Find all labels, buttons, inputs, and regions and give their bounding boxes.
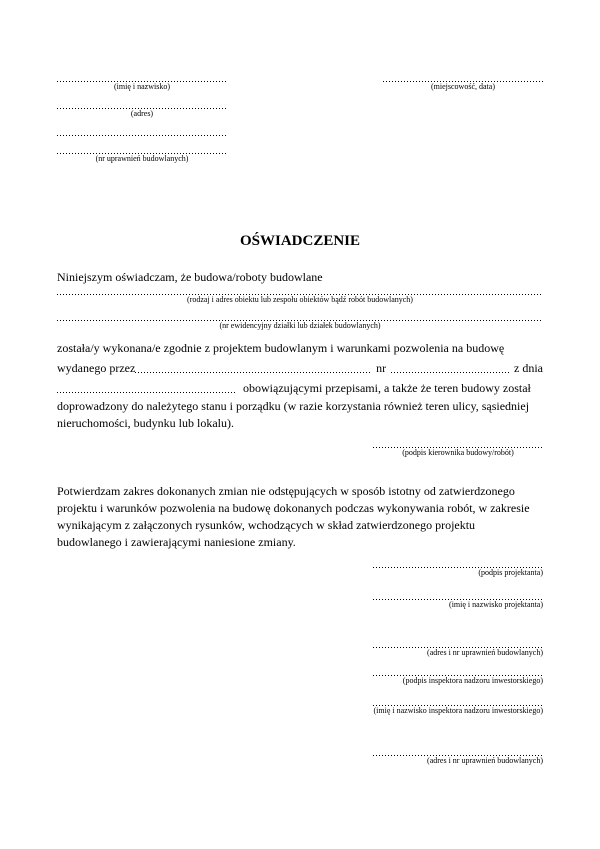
site-manager-signature-field xyxy=(373,432,543,457)
inspector-signature-line[interactable] xyxy=(373,657,543,676)
confirmation-line-1: Potwierdzam zakres dokonanych zmian nie odstępujących w sposób istotny od zatwierdzonego xyxy=(57,484,515,498)
inspector-name-caption: (imię i nazwisko inspektora nadzoru inwestorskiego) xyxy=(373,706,543,715)
confirmation-line-2: projektu i warunków pozwolenia na budowę dokonanych podczas wykonywania robót, w zakresie xyxy=(57,501,530,515)
address-line[interactable] xyxy=(57,99,227,109)
declarant-block xyxy=(57,72,227,171)
confirmation-paragraph xyxy=(57,483,543,551)
place-date-caption: (miejscowość, data) xyxy=(431,82,495,91)
dated-label: z dnia xyxy=(514,361,543,375)
declaration-intro: Niniejszym oświadczam, że budowa/roboty budowlane xyxy=(57,270,323,284)
confirmation-line-4: budowlanego i zawierającymi naniesione zmiany. xyxy=(57,535,296,549)
document-content xyxy=(57,0,543,765)
inspector-address-license-line[interactable] xyxy=(373,715,543,756)
site-manager-signature-caption: (podpis kierownika budowy/robót) xyxy=(402,448,514,457)
declaration-line-1: została/y wykonana/e zgodnie z projektem budowlanym i warunkami pozwolenia na budowę xyxy=(57,341,505,355)
inspector-name-line[interactable] xyxy=(373,685,543,706)
object-caption: (rodzaj i adres obiektu lub zespołu obiektów bądź robót budowlanych) xyxy=(187,295,413,304)
object-field xyxy=(57,284,543,304)
designer-address-license-line[interactable] xyxy=(373,609,543,648)
designer-address-license-field xyxy=(373,609,543,657)
declaration-paragraph xyxy=(57,338,543,432)
inspector-name-field xyxy=(373,685,543,715)
extra-field xyxy=(57,126,227,136)
designer-signature-caption: (podpis projektanta) xyxy=(478,568,543,577)
designer-name-line[interactable] xyxy=(373,577,543,600)
number-label: nr xyxy=(376,361,387,375)
confirmation-line-3: wynikającym z załączonych rysunków, wchodzących w skład zatwierdzonego projektu xyxy=(57,518,476,532)
place-date-field xyxy=(383,72,543,91)
plot-number-caption: (nr ewidencyjny działki lub działek budowlanych) xyxy=(219,321,381,330)
designer-name-caption: (imię i nazwisko projektanta) xyxy=(449,600,543,609)
address-field xyxy=(57,99,227,118)
header xyxy=(57,0,543,171)
regulations-text: obowiązującymi przepisami, a także że teren budowy został xyxy=(243,381,531,395)
place-date-line[interactable] xyxy=(383,72,543,82)
permit-number-fill-line[interactable] xyxy=(391,371,509,373)
designer-signature-line[interactable] xyxy=(373,551,543,568)
site-manager-signature-line[interactable] xyxy=(373,432,543,448)
license-number-field xyxy=(57,144,227,163)
name-surname-line[interactable] xyxy=(57,72,227,82)
inspector-address-license-field xyxy=(373,715,543,765)
license-number-line[interactable] xyxy=(57,144,227,154)
place-date-block xyxy=(383,72,543,171)
inspector-signature-caption: (podpis inspektora nadzoru inwestorskiego) xyxy=(402,676,543,685)
address-caption: (adres) xyxy=(130,109,154,118)
plot-number-line[interactable] xyxy=(57,304,543,321)
name-surname-field xyxy=(57,72,227,91)
issuer-fill-line[interactable] xyxy=(135,371,371,373)
inspector-signature-field xyxy=(373,657,543,685)
extra-line[interactable] xyxy=(57,126,227,136)
inspector-address-license-caption: (adres i nr uprawnień budowlanych) xyxy=(427,756,543,765)
declaration-line-3 xyxy=(57,378,543,398)
issued-by-label: wydanego przez xyxy=(57,361,136,375)
declaration-line-4: doprowadzony do należytego stanu i porządku (w razie korzystania również teren ulicy, sąsiedniej xyxy=(57,399,530,413)
object-line[interactable] xyxy=(57,284,543,295)
document-title: OŚWIADCZENIE xyxy=(239,233,361,249)
designer-address-license-caption: (adres i nr uprawnień budowlanych) xyxy=(427,648,543,657)
license-number-caption: (nr uprawnień budowlanych) xyxy=(95,154,189,163)
designer-signature-field xyxy=(373,551,543,577)
name-surname-caption: (imię i nazwisko) xyxy=(114,82,170,91)
signature-column xyxy=(373,551,543,765)
declaration-line-2 xyxy=(57,358,543,378)
date-fill-line[interactable] xyxy=(57,391,237,393)
declaration-line-5: nieruchomości, budynku lub lokalu). xyxy=(57,416,234,430)
plot-number-field xyxy=(57,304,543,330)
designer-name-field xyxy=(373,577,543,609)
